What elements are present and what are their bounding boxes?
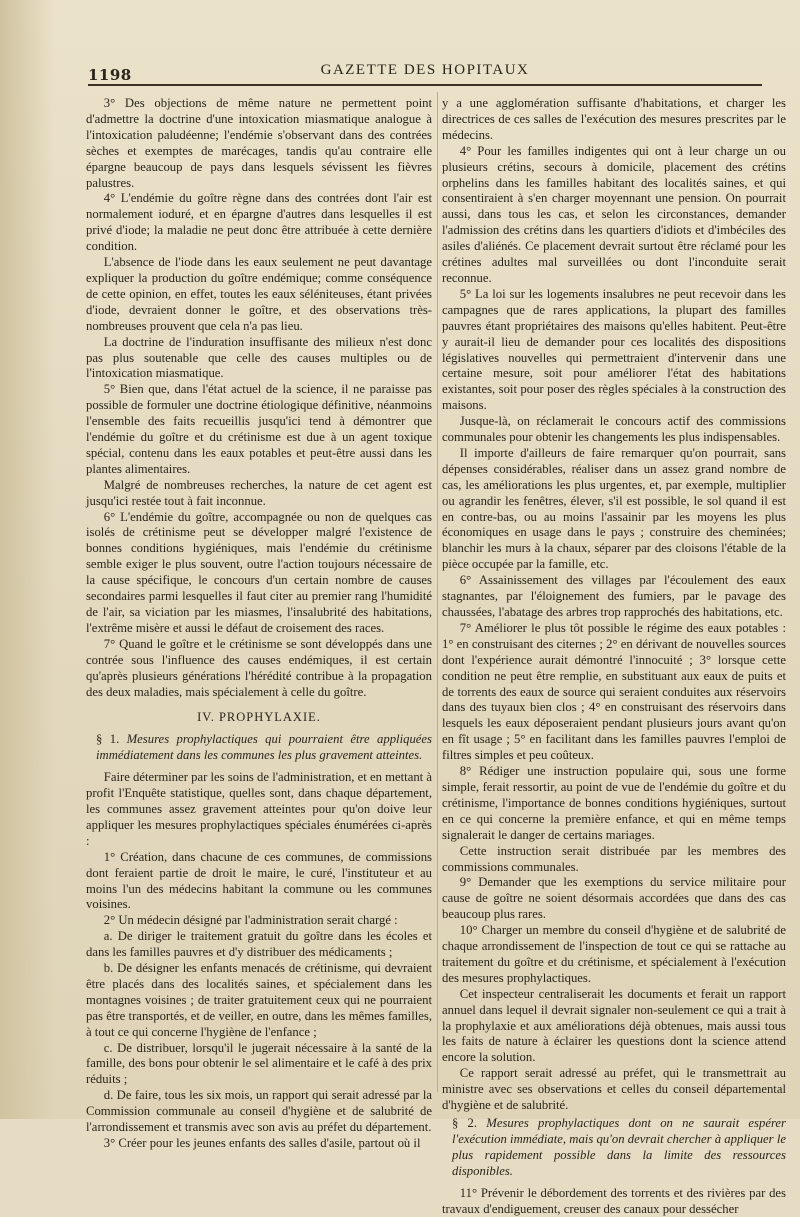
paragraph: 7° Quand le goître et le crétinisme se sont développés dans une contrée sous l'influence des causes endémiques, il est certain qu'après plusieurs générations l'hérédité contribue à la propagation des deux maladies, mais spécialement à celle du goître.: [86, 636, 432, 699]
page-header: [88, 56, 762, 84]
paragraph: Cet inspecteur centraliserait les documents et ferait un rapport annuel dans lequel il devrait signaler non-seulement ce qui a trait à la prophylaxie et aux améliorations déjà obtenues, mais aussi tous les faits de nature à éclairer les questions dont la science attend encore la solution.: [442, 986, 786, 1065]
paragraph: 3° Créer pour les jeunes enfants des salles d'asile, partout où il: [103, 1136, 421, 1150]
right-column: [442, 96, 786, 1217]
paragraph: Jusque-là, on réclamerait le concours actif des commissions communales pour obtenir les changements les plus indispensables.: [442, 414, 786, 445]
paragraph: 2° Un médecin désigné par l'administration serait chargé :: [103, 913, 398, 928]
paragraph: 1° Création, dans chacune de ces communes, de commissions dont feraient partie de droit le maire, le curé, l'instituteur et au moins l'un des médecins habitant la commune ou les communes voisines.: [86, 849, 432, 912]
paragraph: 5° Bien que, dans l'état actuel de la science, il ne paraisse pas possible de formuler une doctrine étiologique définitive, néanmoins l'ensemble des faits recueillis jusqu'ici tend à démontrer que l'endémie du goître et du crétinisme est due à un agent toxique spécial, contenu dans les eaux potables et peut-être aussi dans les plantes alimentaires.: [86, 382, 432, 476]
paragraph: c. De distribuer, lorsqu'il le jugerait nécessaire à la santé de la famille, des bons pour obtenir le sel alimentaire et le café à des prix réduits ;: [86, 1040, 432, 1087]
subsection-heading: [86, 732, 432, 764]
paragraph: Malgré de nombreuses recherches, la nature de cet agent est jusqu'ici restée tout à fait inconnue.: [86, 477, 432, 508]
subsection-title: Mesures prophylactiques dont on ne saurait espérer l'exécution immédiate, mais qu'on devrait chercher à appliquer le plus rapidement possible dans la limite des ressources disponibles.: [452, 1116, 786, 1178]
left-column: [86, 96, 432, 1152]
paragraph: 3° Des objections de même nature ne permettent point d'admettre la doctrine d'une intoxication miasmatique analogue à l'intoxication paludéenne; l'endémie s'observant dans des contrées sèches et exemptes de marécages, tandis qu'au contraire elle épargne beaucoup de pays dans lesquels sévissent les fièvres palustres.: [86, 96, 432, 190]
paragraph: Faire déterminer par les soins de l'administration, et en mettant à profit l'Enquête statistique, quelles sont, dans chaque département, les communes assez gravement atteintes pour qu'on doive leur appliquer les mesures prophylactiques spéciales énumérées ci-après :: [86, 770, 432, 848]
paragraph: 5° La loi sur les logements insalubres ne peut recevoir dans les campagnes que de rares applications, la plupart des familles pauvres étant propriétaires des maisons qu'elles habitent. Peut-être y aurait-il lieu de demander pour ces localités des dispositions législatives nouvelles qui permettraient d'intervenir dans une certaine mesure, soit pour améliorer l'état des habitations existantes, soit pour poser des règles spéciales à la construction des maisons.: [442, 286, 786, 413]
paragraph: Cette instruction serait distribuée par les membres des commissions communales.: [442, 843, 786, 874]
subsection-number: § 2.: [452, 1116, 478, 1130]
paragraph: 11° Prévenir le débordement des torrents et des rivières par des travaux d'endiguement, creuser des canaux pour dessécher: [442, 1185, 786, 1216]
page-edge-shadow: [0, 0, 55, 1119]
paragraph: 8° Rédiger une instruction populaire qui, sous une forme simple, ferait ressortir, au point de vue de l'endémie du goître et du crétinisme, l'importance de bonnes conditions hygiéniques, surtout en ce qui concerne la première enfance, et qui en même temps signalerait le danger de certains mariages.: [442, 764, 786, 842]
paragraph: Il importe d'ailleurs de faire remarquer qu'on pourrait, sans dépenses considérables, réaliser dans un assez grand nombre de cas, les améliorations les plus urgentes, et, par exemple, multiplier ou agrandir les fenêtres, élever, s'il est possible, le sol quand il est en contre-bas, ou au moins l'assainir par les moyens les plus économiques en usage dans le pays ; construire des cheminées; blanchir les murs à la chaux, séparer par des cloisons l'étable de la pièce occupée par la famille, etc.: [442, 445, 786, 572]
journal-title: GAZETTE DES HOPITAUX: [320, 62, 530, 78]
paragraph: 7° Améliorer le plus tôt possible le régime des eaux potables : 1° en construisant des citernes ; 2° en dérivant de nouvelles sources dont l'expérience aurait démontré l'innocuité ; 3° lorsque cette condition ne peut être remplie, en substituant aux eaux de puits et de torrents des eaux de source qui seraient conduites aux réservoirs dans des tuyaux bien clos ; 4° en construisant des réservoirs dans lesquels les eaux déposeraient pendant plusieurs jours avant qu'on en fît usage ; 5° en facilitant dans les familles pauvres l'emploi de filtres simples et peu coûteux.: [442, 620, 786, 763]
paragraph: 6° Assainissement des villages par l'écoulement des eaux stagnantes, par l'éloignement des fumiers, par le pavage des chaussées, l'abatage des arbres trop rapprochés des habitations, etc.: [442, 573, 786, 619]
column-divider: [437, 92, 438, 1092]
paragraph: La doctrine de l'induration insuffisante des milieux n'est donc pas plus soutenable que celle des causes multiples ou de l'intoxication miasmatique.: [86, 334, 432, 381]
paragraph: d. De faire, tous les six mois, un rapport qui serait adressé par la Commission communale au conseil d'hygiène et de salubrité de l'arrondissement et transmis avec son avis au préfet du département.: [86, 1088, 432, 1135]
paragraph: 10° Charger un membre du conseil d'hygiène et de salubrité de chaque arrondissement de l'inspection de tout ce qui se rattache au traitement du goître et du crétinisme, et spécialement à l'exécution des mesures prophylactiques.: [442, 923, 786, 985]
paragraph: Ce rapport serait adressé au préfet, qui le transmettrait au ministre avec ses observations et celles du conseil départemental d'hygiène et de salubrité.: [442, 1066, 786, 1113]
subsection-number: § 1.: [96, 732, 120, 747]
paragraph: 4° L'endémie du goître règne dans des contrées dont l'air est normalement ioduré, et en épargne d'autres dans lesquelles il est privé d'iode; la maladie ne peut donc être attribuée à cette dernière condition.: [86, 191, 432, 254]
header-rule: [88, 84, 762, 86]
subsection-heading: [442, 1116, 786, 1180]
paragraph: b. De désigner les enfants menacés de crétinisme, qui devraient être placés dans des localités saines, et spécialement dans les montagnes voisines ; de traiter gratuitement ceux qui ne pourraient pas être transportés, et de veiller, en outre, dans les mêmes familles, à tout ce qui concerne l'hygiène de l'enfance ;: [86, 961, 432, 1039]
paragraph: 4° Pour les familles indigentes qui ont à leur charge un ou plusieurs crétins, secours à domicile, placement des crétins orphelins dans les familles habitant des localités saines, et qui consentiraient à s'en charger moyennant une pension. On pourrait aussi, dans tous les cas, et selon les circonstances, demander l'admission des crétins dans les quartiers d'idiots et d'imbéciles des asiles d'aliénés. Ce placement devrait surtout être réclamé pour les crétines adultes mal surveillées ou dont l'inconduite serait reconnue.: [442, 143, 786, 285]
paragraph: a. De diriger le traitement gratuit du goître dans les écoles et dans les familles pauvres et d'y distribuer des médicaments ;: [86, 929, 432, 960]
subsection-title: Mesures prophylactiques qui pourraient être appliquées immédiatement dans les communes les plus gravement atteintes.: [96, 732, 432, 763]
paragraph: 9° Demander que les exemptions du service militaire pour cause de goître ne soient désormais accordées que dans des cas beaucoup plus rares.: [442, 875, 786, 922]
paragraph: L'absence de l'iode dans les eaux seulement ne peut davantage expliquer la production du goître endémique; comme conséquence de cette opinion, en effet, toutes les eaux séléniteuses, étant privées d'iode, devraient donner le goître, et des observations très-nombreuses prouvent que cela n'a pas lieu.: [86, 255, 432, 333]
paragraph: y a une agglomération suffisante d'habitations, et charger les directrices de ces salles de l'exécution des mesures prescrites par le médecins.: [442, 96, 786, 142]
paragraph: 6° L'endémie du goître, accompagnée ou non de quelques cas isolés de crétinisme peut se développer malgré l'existence de bonnes conditions hygiéniques, mais l'endémie du crétinisme semble exiger le plus souvent, outre l'action toujours nécessaire de la cause spécifique, le concours d'un certain nombre de causes secondaires parmi lesquelles il faut citer au premier rang l'humidité de l'air, sa viciation par les miasmes, l'insalubrité des habitations, l'extrême misère et aussi le défaut de croisement des races.: [86, 509, 432, 635]
section-heading: IV. PROPHYLAXIE.: [197, 710, 321, 725]
page-number: 1198: [88, 66, 132, 84]
